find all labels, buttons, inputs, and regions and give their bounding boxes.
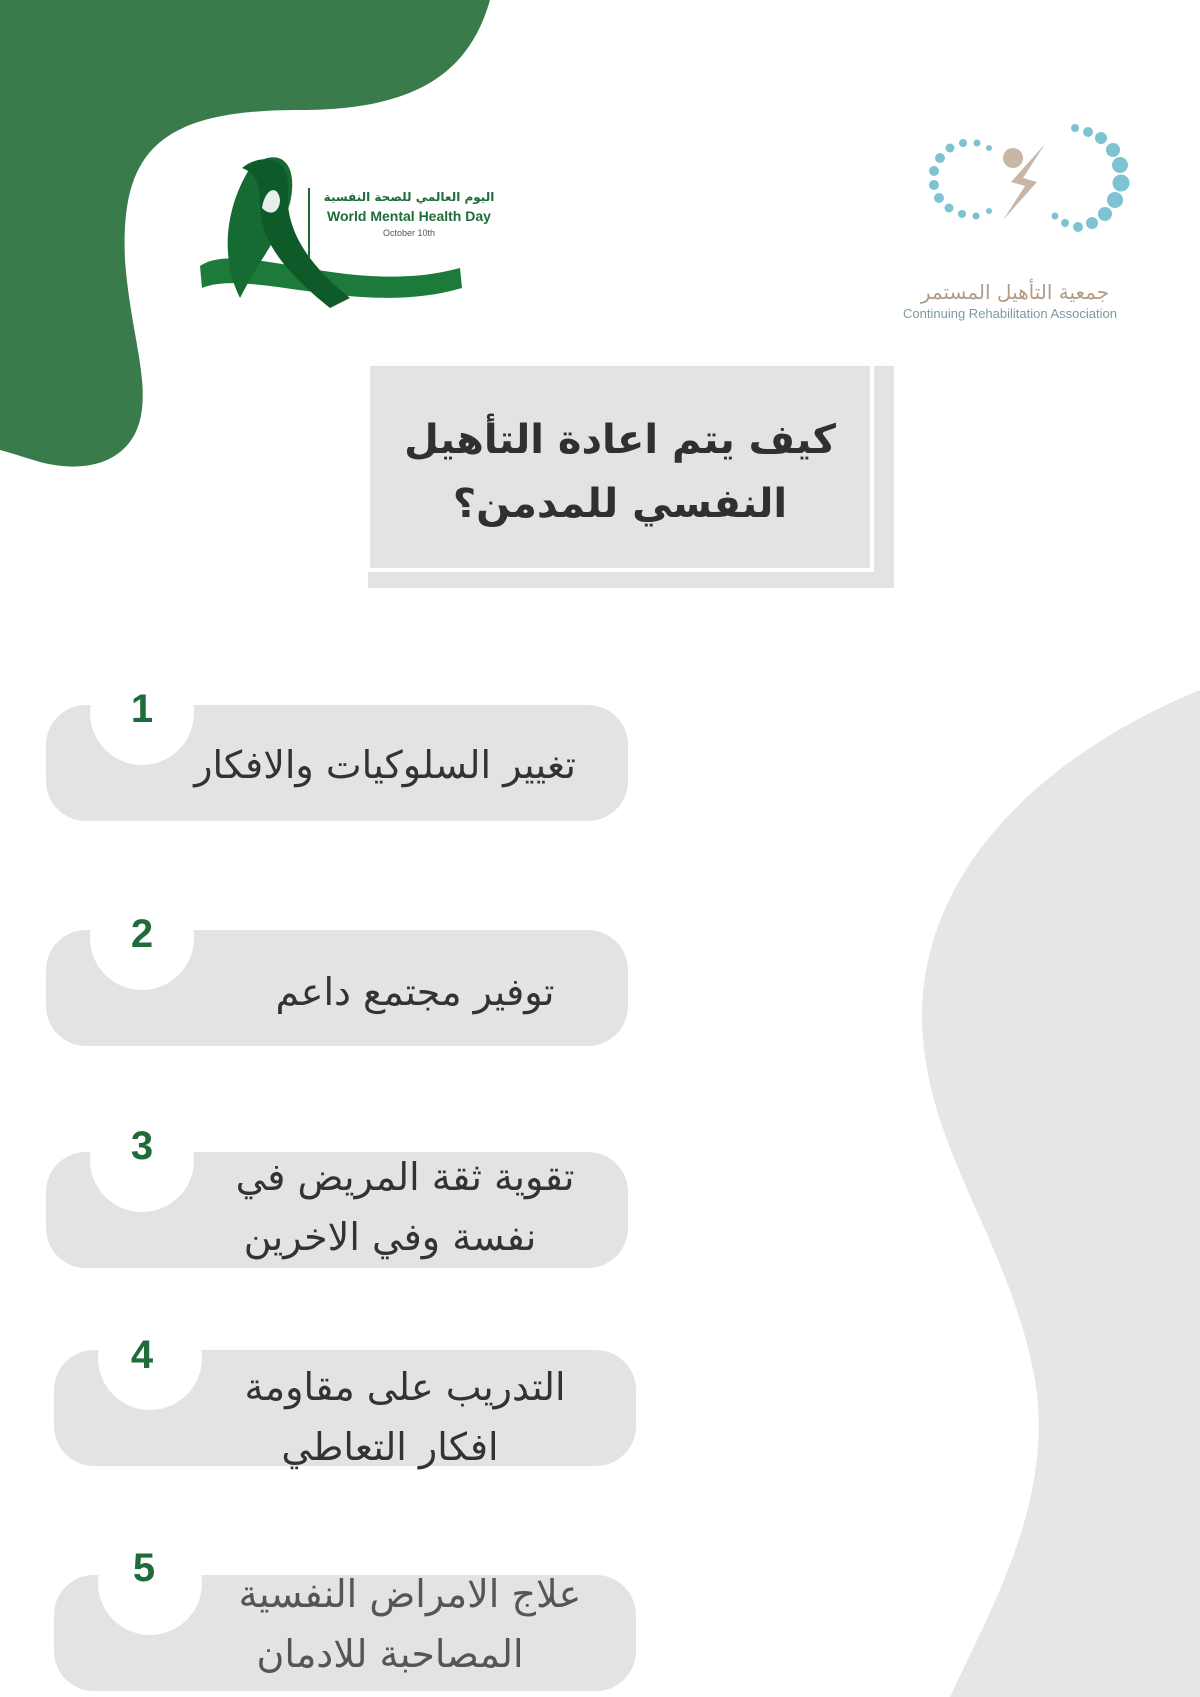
step-number: 5	[132, 1546, 156, 1590]
step-number: 4	[130, 1333, 154, 1377]
page-title-line-1: كيف يتم اعادة التأهيل	[404, 417, 836, 463]
step-text-line: علاج الامراض النفسية	[238, 1572, 582, 1616]
wmhd-english-title: World Mental Health Day	[327, 208, 491, 224]
step-text-line: نفسة وفي الاخرين	[243, 1215, 537, 1259]
step-number: 2	[130, 912, 154, 956]
step-text-line: التدريب على مقاومة	[244, 1365, 566, 1409]
wmhd-arabic-title: اليوم العالمي للصحة النفسية	[323, 190, 495, 204]
cra-english-name: Continuing Rehabilitation Association	[903, 306, 1117, 321]
step-number: 3	[130, 1124, 154, 1168]
wmhd-text-block	[316, 190, 502, 238]
step-text-line: المصاحبة للادمان	[256, 1632, 524, 1676]
step-text-line: تقوية ثقة المريض في	[235, 1155, 575, 1199]
logo-divider	[308, 188, 310, 258]
step-text-line: تغيير السلوكيات والافكار	[194, 743, 576, 787]
cra-logo	[880, 120, 1170, 330]
step-text-line: توفير مجتمع داعم	[275, 970, 555, 1014]
infinity-dots-person-icon	[905, 120, 1145, 280]
cra-arabic-name: جمعية التأهيل المستمر	[920, 280, 1110, 304]
step-text-line: افكار التعاطي	[281, 1425, 499, 1469]
step-number: 1	[130, 687, 154, 731]
gray-wave-shape	[922, 690, 1200, 1697]
page-title-line-2: النفسي للمدمن؟	[452, 481, 788, 527]
title-box	[366, 362, 874, 572]
wmhd-date: October 10th	[382, 228, 436, 238]
world-mental-health-day-logo	[180, 140, 510, 315]
